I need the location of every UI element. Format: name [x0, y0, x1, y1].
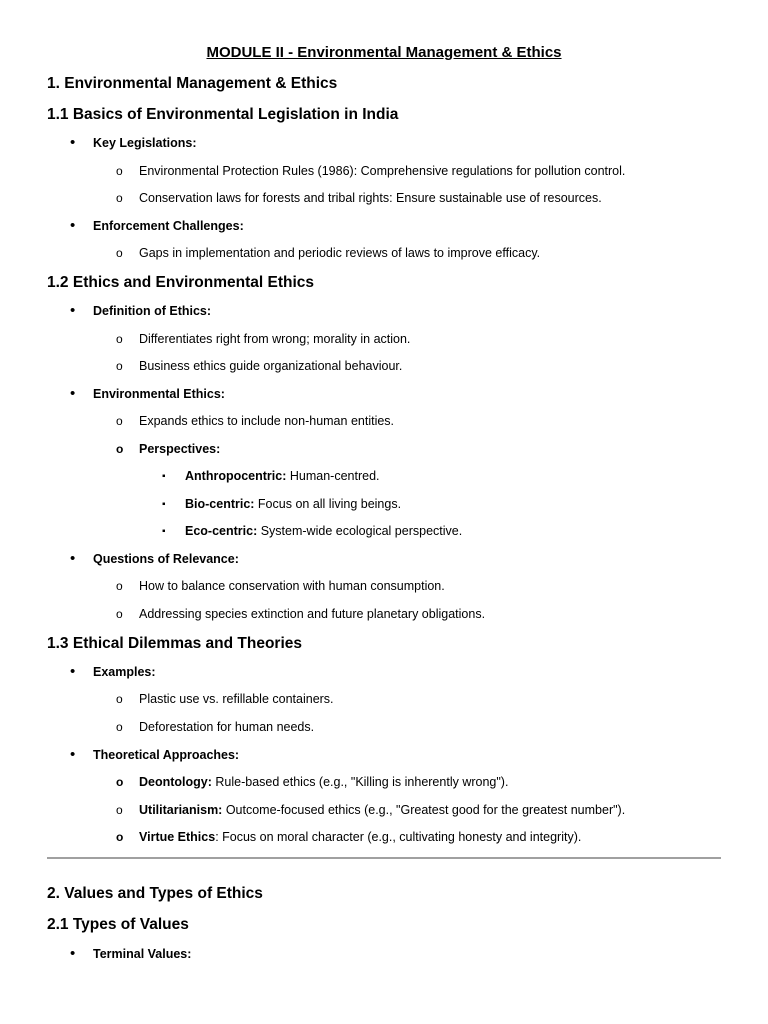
circle-marker: o	[116, 246, 123, 260]
bullet-marker: •	[70, 663, 76, 680]
list-item-examples	[70, 663, 156, 681]
list-item-text: Addressing species extinction and future planetary obligations.	[139, 607, 486, 621]
examples-label: Examples:	[93, 665, 156, 679]
list-item-key-legislations	[70, 134, 197, 152]
list-item-text: Deforestation for human needs.	[139, 720, 315, 734]
perspectives-label: Perspectives:	[139, 442, 221, 456]
list-item-enforcement	[70, 217, 244, 235]
circle-marker: o	[116, 803, 123, 817]
list-item-text: Business ethics guide organizational behaviour.	[139, 359, 403, 373]
circle-marker: o	[116, 332, 123, 346]
bullet-marker: •	[70, 945, 76, 962]
horizontal-divider	[47, 857, 721, 859]
bullet-marker: •	[70, 385, 76, 402]
list-item-text: Expands ethics to include non-human entities.	[139, 414, 395, 428]
circle-marker: o	[116, 191, 123, 205]
circle-marker: o	[116, 692, 123, 706]
circle-marker: o	[116, 414, 123, 428]
list-item	[116, 244, 540, 262]
list-item-perspectives	[116, 440, 220, 458]
section-1-heading: 1. Environmental Management & Ethics	[47, 75, 338, 92]
term: Anthropocentric:	[185, 469, 287, 483]
term-description: Outcome-focused ethics (e.g., "Greatest good for the greatest number").	[222, 803, 626, 817]
list-item	[116, 357, 402, 375]
list-item	[116, 330, 410, 348]
environmental-ethics-label: Environmental Ethics:	[93, 387, 225, 401]
circle-marker: o	[116, 720, 123, 734]
list-item-text: Environmental Protection Rules (1986): Comprehensive regulations for pollution control.	[139, 164, 626, 178]
list-item-text: Gaps in implementation and periodic reviews of laws to improve efficacy.	[139, 246, 541, 260]
list-item	[162, 495, 401, 514]
term: Utilitarianism:	[139, 803, 223, 817]
circle-marker: o	[116, 830, 124, 844]
questions-label: Questions of Relevance:	[93, 552, 239, 566]
term: Eco-centric:	[185, 524, 258, 538]
circle-marker: o	[116, 579, 123, 593]
section-1-3-heading: 1.3 Ethical Dilemmas and Theories	[47, 635, 302, 652]
list-item-text: Differentiates right from wrong; morality in action.	[139, 332, 411, 346]
list-item	[116, 801, 625, 819]
list-item	[162, 467, 380, 486]
list-item-theoretical-approaches	[70, 746, 239, 764]
section-1-1-heading: 1.1 Basics of Environmental Legislation in India	[47, 106, 399, 123]
enforcement-label: Enforcement Challenges:	[93, 219, 244, 233]
list-item	[116, 690, 334, 708]
square-marker: ▪	[162, 499, 166, 510]
term-description: Focus on all living beings.	[254, 497, 402, 511]
list-item	[116, 828, 581, 846]
list-item-questions	[70, 550, 239, 568]
bullet-marker: •	[70, 746, 76, 763]
term-description: Rule-based ethics (e.g., "Killing is inherently wrong").	[211, 775, 509, 789]
term: Bio-centric:	[185, 497, 255, 511]
square-marker: ▪	[162, 471, 166, 482]
list-item-environmental-ethics	[70, 385, 225, 403]
list-item-terminal-values	[70, 945, 191, 963]
list-item-definition	[70, 302, 211, 320]
theoretical-approaches-label: Theoretical Approaches:	[93, 748, 240, 762]
bullet-marker: •	[70, 217, 76, 234]
term: Deontology:	[139, 775, 212, 789]
square-marker: ▪	[162, 526, 166, 537]
bullet-marker: •	[70, 302, 76, 319]
circle-marker: o	[116, 359, 123, 373]
bullet-marker: •	[70, 134, 76, 151]
list-item	[162, 522, 462, 541]
term-description: Human-centred.	[286, 469, 380, 483]
bullet-marker: •	[70, 550, 76, 567]
circle-marker: o	[116, 442, 124, 456]
list-item	[116, 189, 602, 207]
terminal-values-label: Terminal Values:	[93, 947, 192, 961]
list-item	[116, 773, 508, 791]
list-item	[116, 605, 485, 623]
list-item-text: Plastic use vs. refillable containers.	[139, 692, 334, 706]
list-item	[116, 718, 314, 736]
list-item	[116, 577, 445, 595]
section-1-2-heading: 1.2 Ethics and Environmental Ethics	[47, 274, 315, 291]
circle-marker: o	[116, 775, 124, 789]
section-2-1-heading: 2.1 Types of Values	[47, 916, 189, 933]
list-item	[116, 412, 394, 430]
module-title: MODULE II - Environmental Management & Ethics	[206, 44, 562, 61]
list-item	[116, 162, 625, 180]
list-item-text: Conservation laws for forests and tribal rights: Ensure sustainable use of resources.	[139, 191, 602, 205]
term: Virtue Ethics	[139, 830, 216, 844]
circle-marker: o	[116, 164, 123, 178]
term-description: System-wide ecological perspective.	[257, 524, 463, 538]
circle-marker: o	[116, 607, 123, 621]
key-legislations-label: Key Legislations:	[93, 136, 197, 150]
term-description: : Focus on moral character (e.g., cultivating honesty and integrity).	[215, 830, 582, 844]
definition-label: Definition of Ethics:	[93, 304, 212, 318]
section-2-heading: 2. Values and Types of Ethics	[47, 885, 263, 902]
list-item-text: How to balance conservation with human consumption.	[139, 579, 445, 593]
